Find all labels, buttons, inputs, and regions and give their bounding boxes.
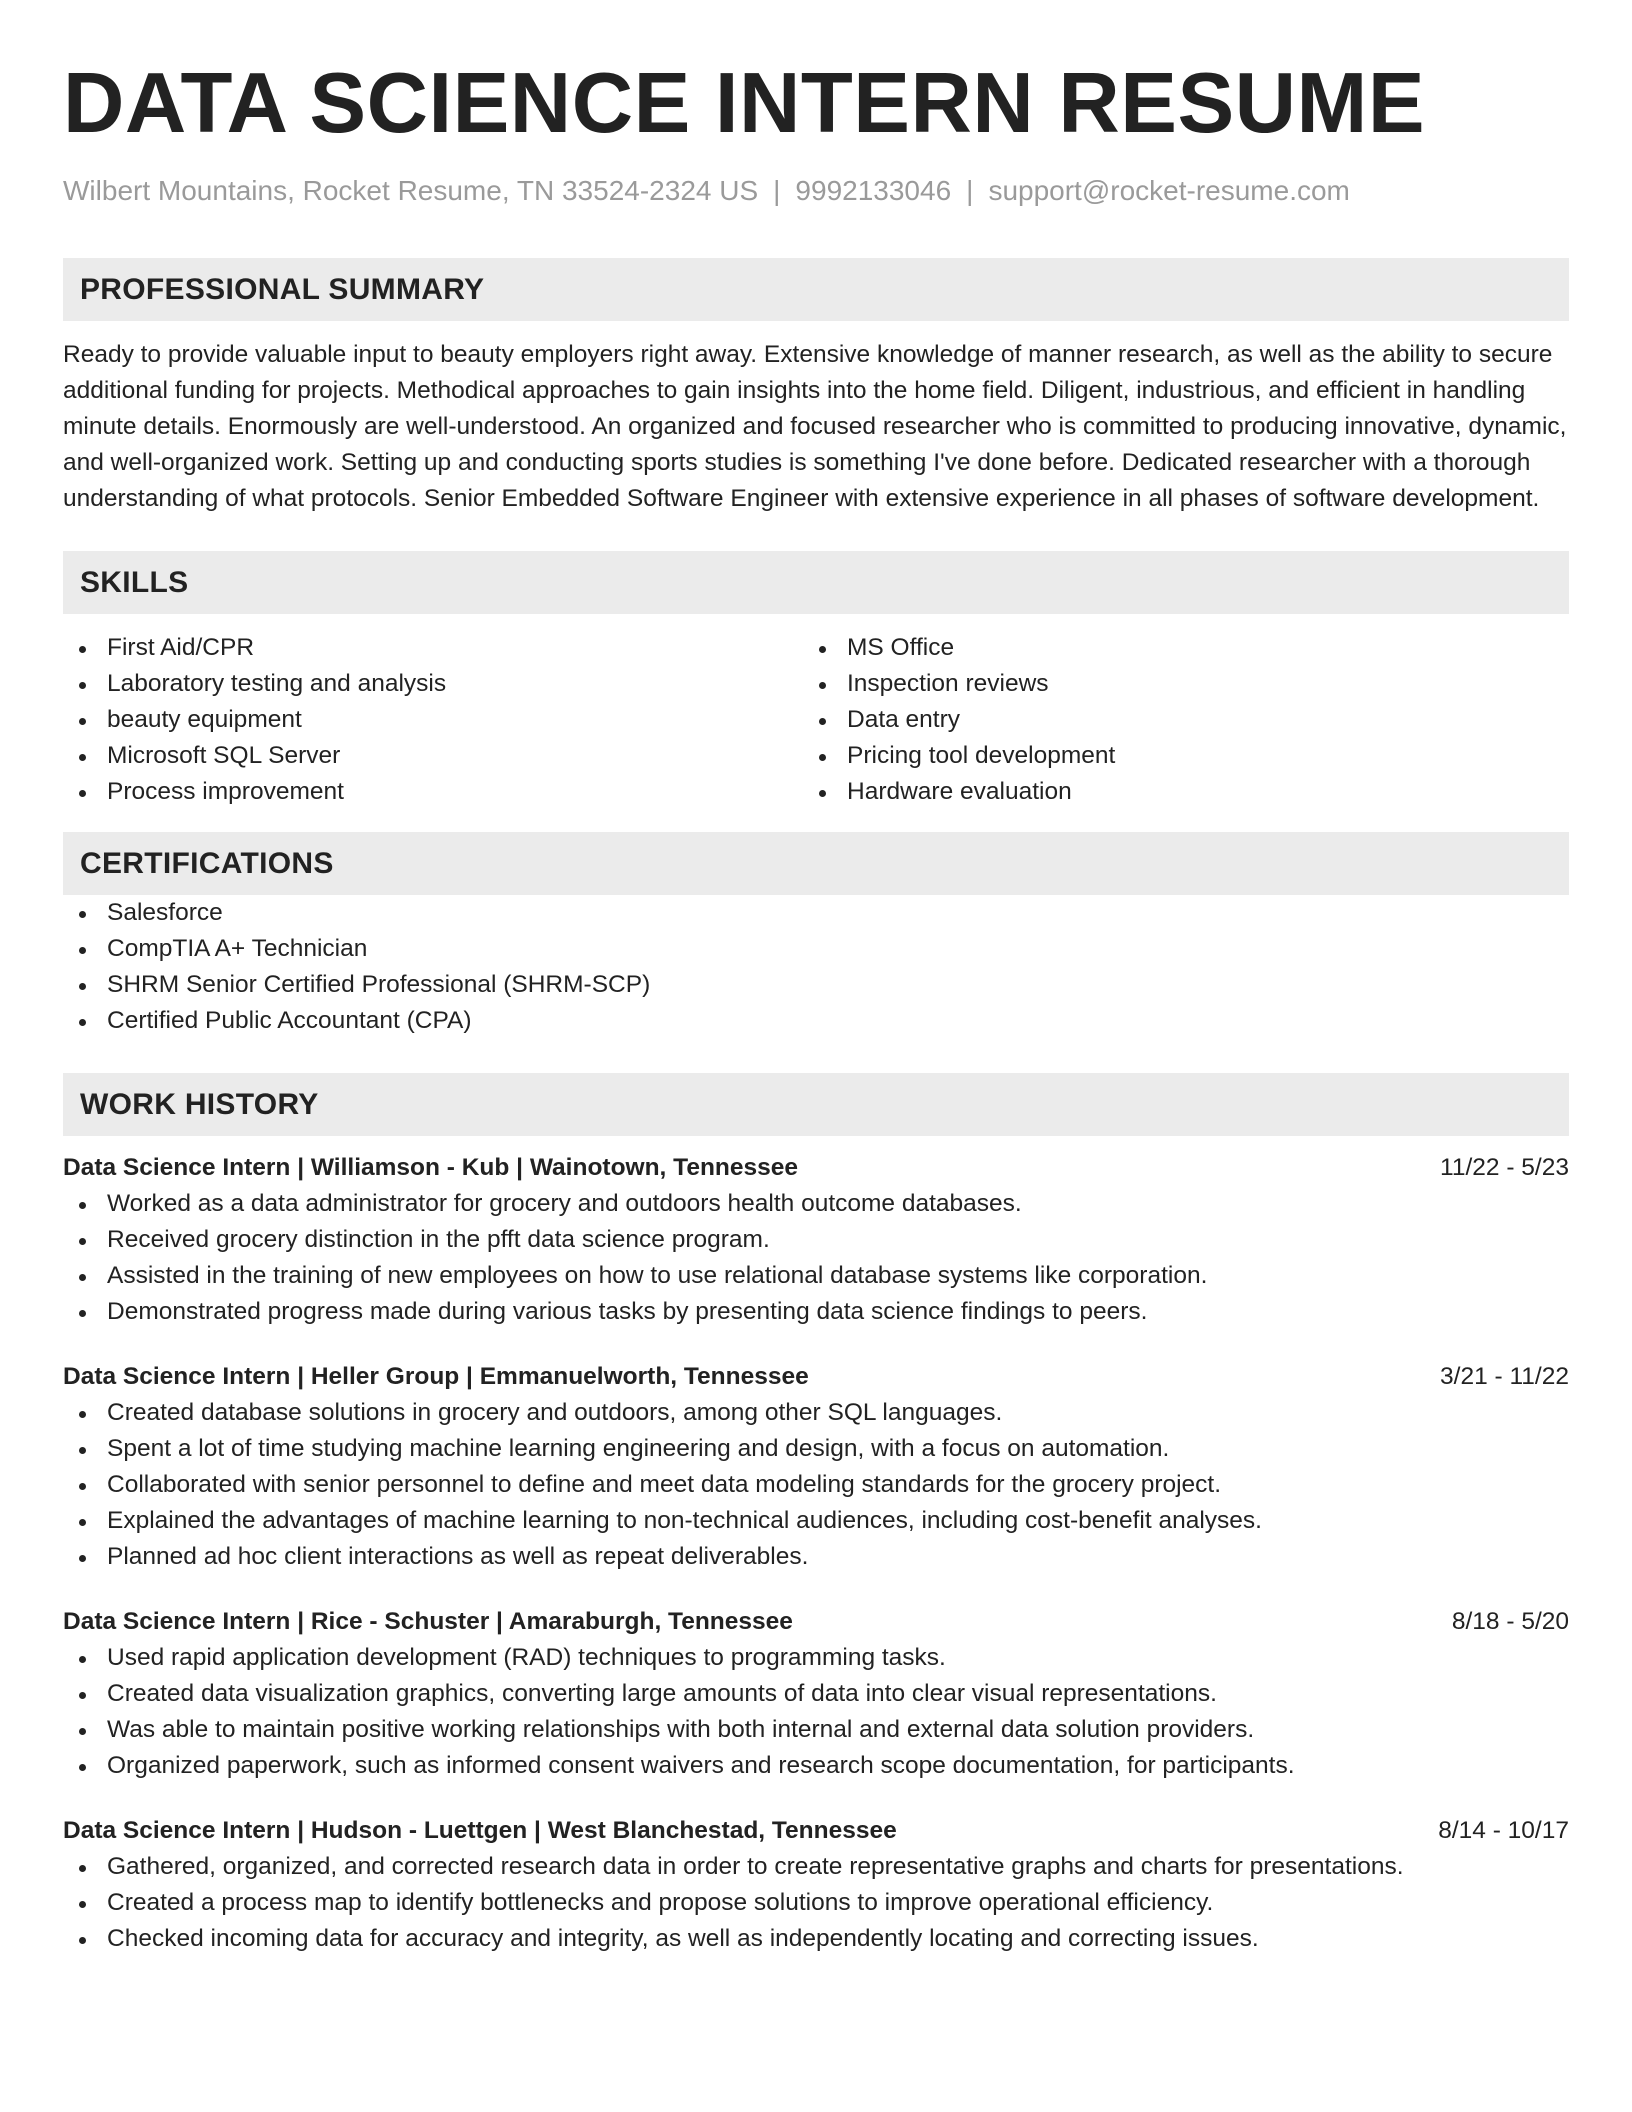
- certification-item: Certified Public Accountant (CPA): [63, 1003, 1569, 1039]
- job-entry: [63, 1813, 1569, 1957]
- contact-email: support@rocket-resume.com: [988, 175, 1350, 206]
- job-title: Data Science Intern | Williamson - Kub | Wainotown, Tennessee: [63, 1154, 798, 1181]
- job-header: [63, 1359, 1569, 1395]
- certification-item: SHRM Senior Certified Professional (SHRM-SCP): [63, 967, 1569, 1003]
- skills-column-left: [63, 630, 803, 810]
- job-entry: [63, 1604, 1569, 1784]
- job-bullet: Explained the advantages of machine learning to non-technical audiences, including cost-benefit analyses.: [63, 1503, 1569, 1539]
- job-bullet: Created a process map to identify bottlenecks and propose solutions to improve operational efficiency.: [63, 1885, 1569, 1921]
- job-header: [63, 1150, 1569, 1186]
- job-bullets: [63, 1186, 1569, 1330]
- job-bullet: Planned ad hoc client interactions as well as repeat deliverables.: [63, 1539, 1569, 1575]
- job-bullet: Collaborated with senior personnel to define and meet data modeling standards for the grocery project.: [63, 1467, 1569, 1503]
- job-bullet: Received grocery distinction in the pfft data science program.: [63, 1222, 1569, 1258]
- certification-item: Salesforce: [63, 895, 1569, 931]
- job-dates: 8/14 - 10/17: [1438, 1817, 1569, 1844]
- skill-item: Inspection reviews: [803, 666, 1543, 702]
- contact-separator: |: [966, 175, 974, 206]
- job-bullets: [63, 1395, 1569, 1575]
- job-title: Data Science Intern | Hudson - Luettgen | West Blanchestad, Tennessee: [63, 1817, 897, 1844]
- job-bullets: [63, 1640, 1569, 1784]
- job-bullet: Worked as a data administrator for grocery and outdoors health outcome databases.: [63, 1186, 1569, 1222]
- certification-item: CompTIA A+ Technician: [63, 931, 1569, 967]
- skill-item: Hardware evaluation: [803, 774, 1543, 810]
- section-heading-skills: SKILLS: [63, 551, 1569, 614]
- summary-text: Ready to provide valuable input to beauty employers right away. Extensive knowledge of manner research, as well as the ability to secure additional funding for projects. Methodical approaches to gain insights into the home field. Diligent, industrious, and efficient in handling minute details. Enormously are well-understood. An organized and focused researcher who is committed to producing innovative, dynamic, and well-organized work. Setting up and conducting sports studies is something I've done before. Dedicated researcher with a thorough understanding of what protocols. Senior Embedded Software Engineer with extensive experience in all phases of software development.: [63, 341, 1567, 512]
- job-bullet: Demonstrated progress made during various tasks by presenting data science findings to peers.: [63, 1294, 1569, 1330]
- section-heading-work-history: WORK HISTORY: [63, 1073, 1569, 1136]
- job-bullets: [63, 1849, 1569, 1957]
- job-title: Data Science Intern | Rice - Schuster | Amaraburgh, Tennessee: [63, 1608, 793, 1635]
- section-heading-certifications: CERTIFICATIONS: [63, 832, 1569, 895]
- job-entry: [63, 1359, 1569, 1575]
- skills-column-right: [803, 630, 1543, 810]
- skill-item: beauty equipment: [63, 702, 803, 738]
- section-heading-summary: PROFESSIONAL SUMMARY: [63, 258, 1569, 321]
- job-bullet: Created data visualization graphics, converting large amounts of data into clear visual representations.: [63, 1676, 1569, 1712]
- contact-phone: 9992133046: [795, 175, 952, 206]
- job-bullet: Gathered, organized, and corrected research data in order to create representative graphs and charts for presentations.: [63, 1849, 1569, 1885]
- job-header: [63, 1604, 1569, 1640]
- job-bullet: Used rapid application development (RAD) techniques to programming tasks.: [63, 1640, 1569, 1676]
- skill-item: Microsoft SQL Server: [63, 738, 803, 774]
- skill-item: Pricing tool development: [803, 738, 1543, 774]
- certifications-list: [63, 895, 1569, 1039]
- skill-item: First Aid/CPR: [63, 630, 803, 666]
- contact-line: [63, 174, 1569, 208]
- job-bullet: Organized paperwork, such as informed consent waivers and research scope documentation, for participants.: [63, 1748, 1569, 1784]
- resume-title: DATA SCIENCE INTERN RESUME: [63, 56, 1426, 151]
- skill-item: MS Office: [803, 630, 1543, 666]
- contact-separator: |: [773, 175, 781, 206]
- contact-address: Wilbert Mountains, Rocket Resume, TN 33524-2324 US: [63, 175, 759, 206]
- job-title: Data Science Intern | Heller Group | Emmanuelworth, Tennessee: [63, 1363, 809, 1390]
- job-header: [63, 1813, 1569, 1849]
- skills-grid: [63, 630, 1569, 810]
- job-dates: 8/18 - 5/20: [1451, 1608, 1569, 1635]
- job-bullet: Assisted in the training of new employees on how to use relational database systems like corporation.: [63, 1258, 1569, 1294]
- job-entry: [63, 1150, 1569, 1330]
- job-bullet: Spent a lot of time studying machine learning engineering and design, with a focus on automation.: [63, 1431, 1569, 1467]
- skill-item: Data entry: [803, 702, 1543, 738]
- skill-item: Laboratory testing and analysis: [63, 666, 803, 702]
- job-dates: 11/22 - 5/23: [1440, 1154, 1569, 1181]
- job-bullet: Created database solutions in grocery and outdoors, among other SQL languages.: [63, 1395, 1569, 1431]
- job-dates: 3/21 - 11/22: [1440, 1363, 1569, 1390]
- job-bullet: Checked incoming data for accuracy and integrity, as well as independently locating and correcting issues.: [63, 1921, 1569, 1957]
- skill-item: Process improvement: [63, 774, 803, 810]
- job-bullet: Was able to maintain positive working relationships with both internal and external data solution providers.: [63, 1712, 1569, 1748]
